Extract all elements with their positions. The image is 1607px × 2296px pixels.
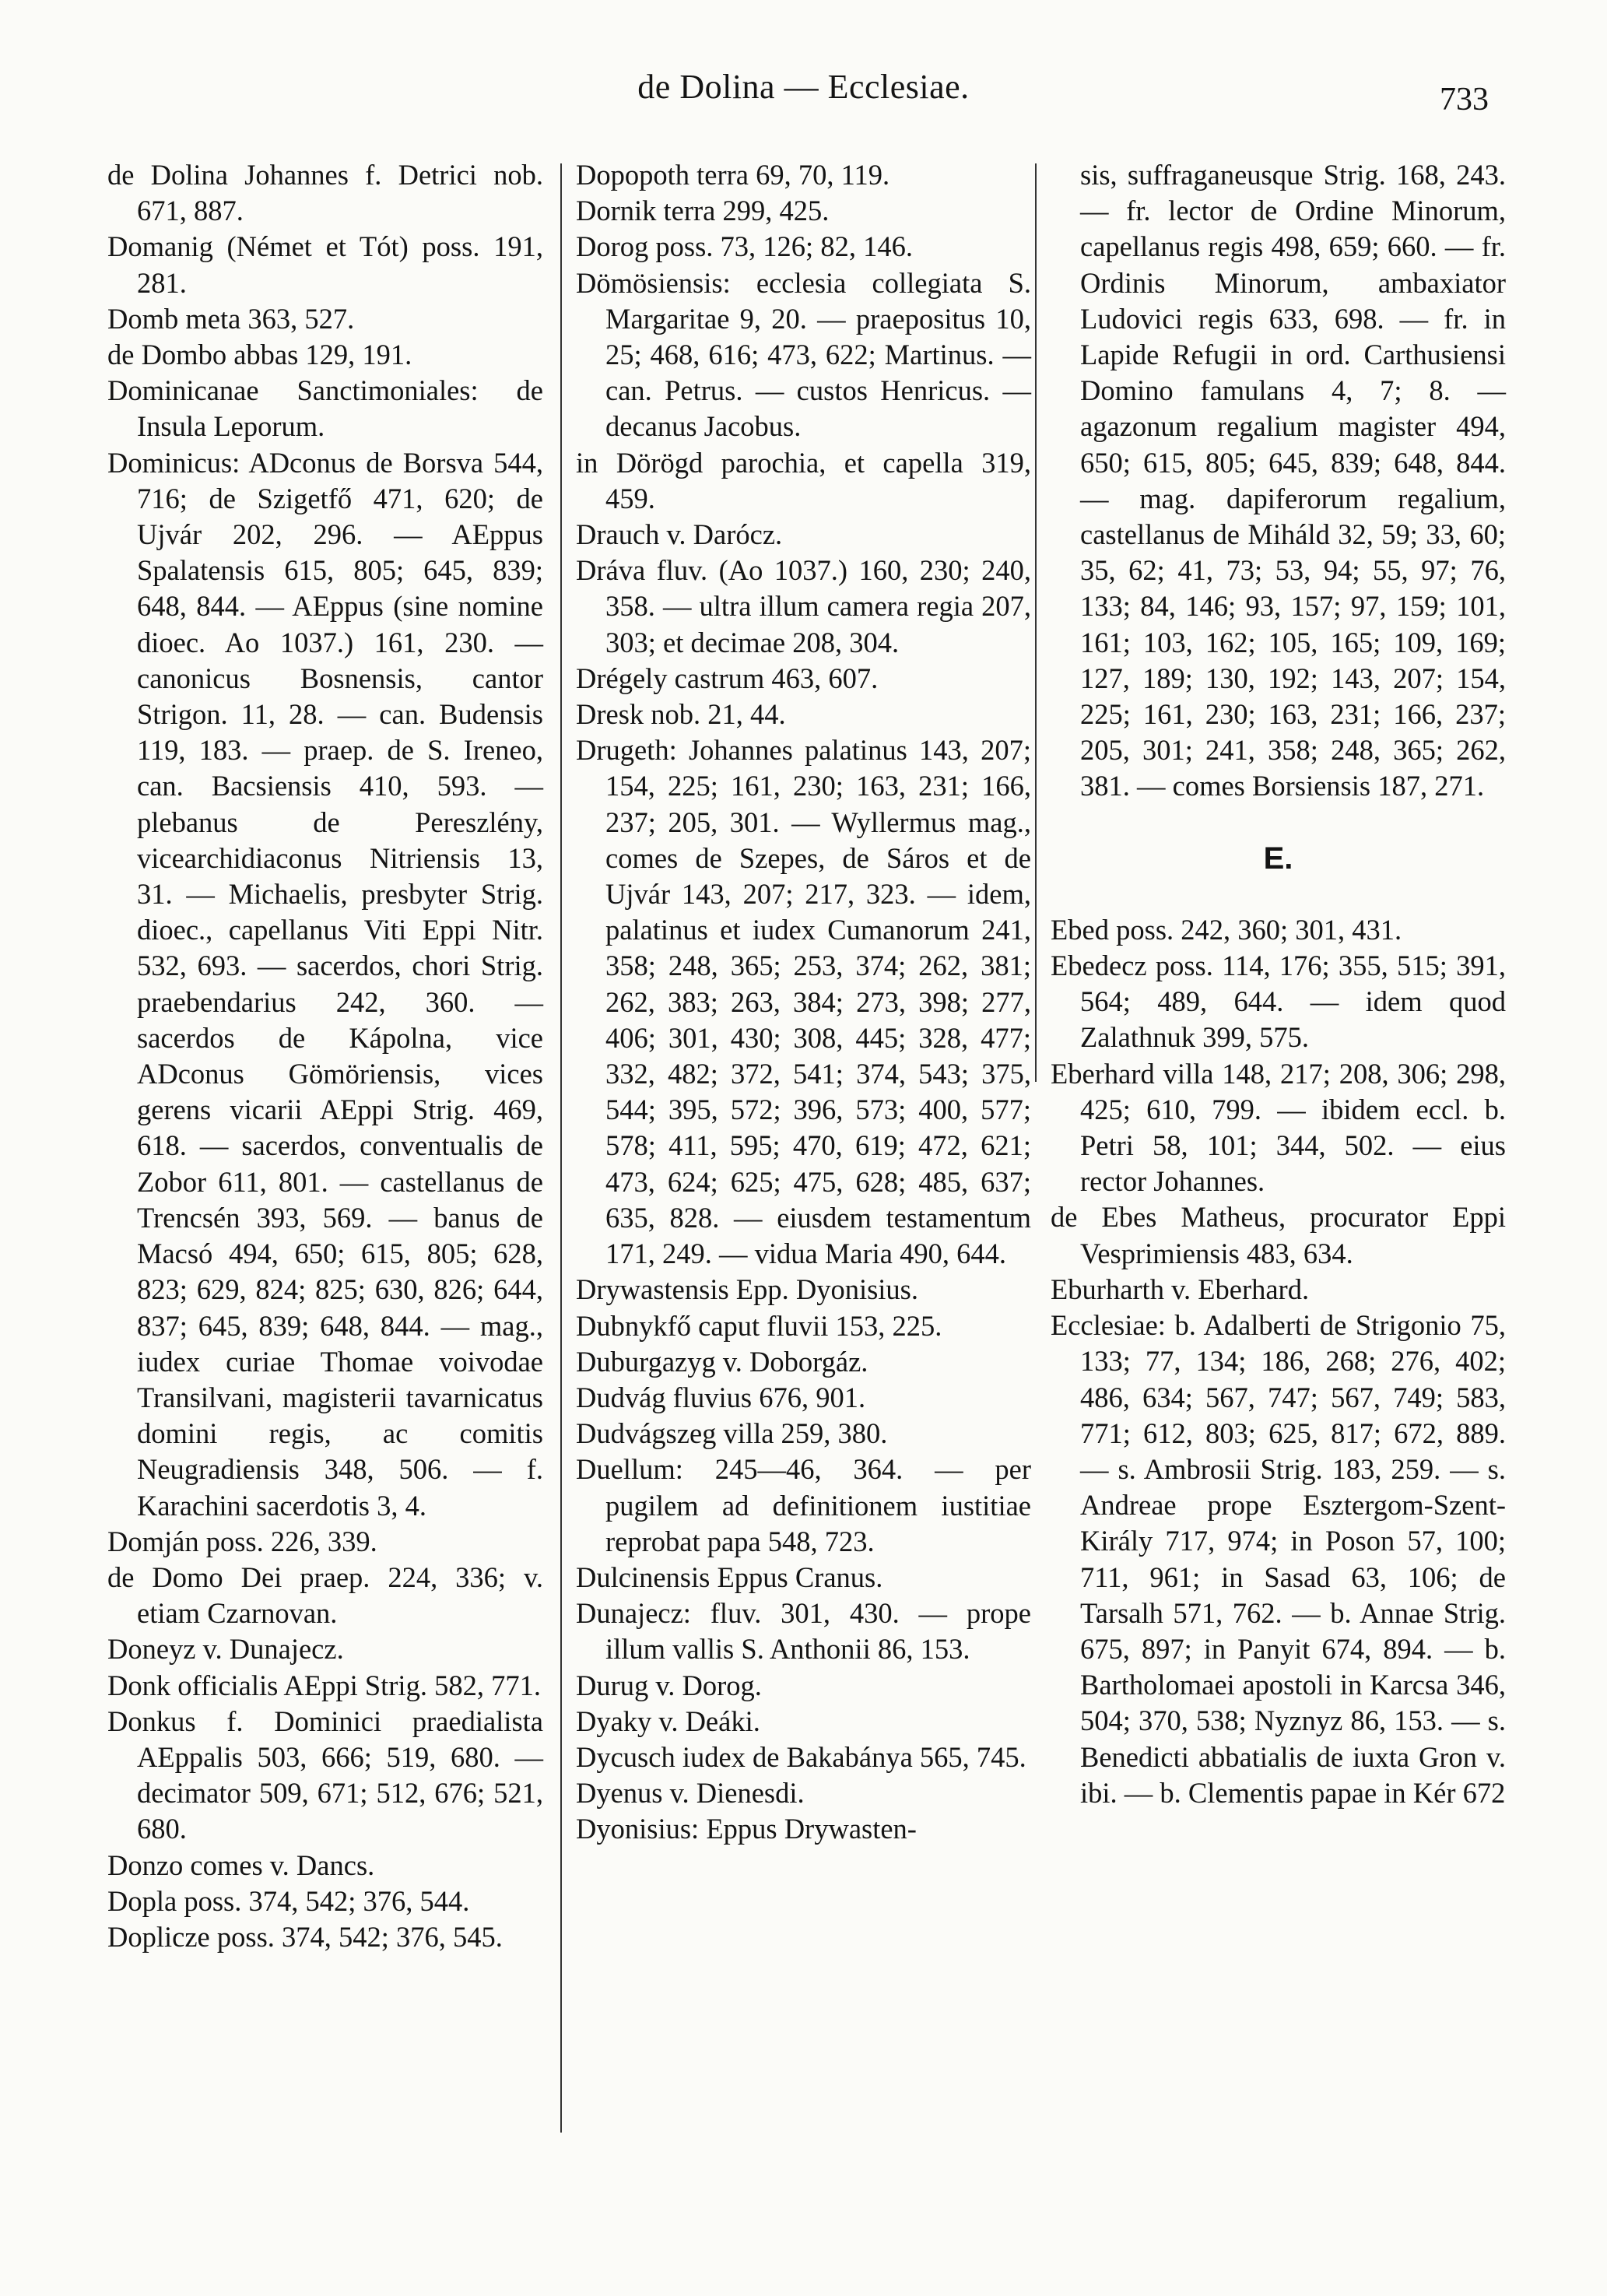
index-entry: Dresk nob. 21, 44. xyxy=(576,698,786,731)
index-entry: Durug v. Dorog. xyxy=(576,1669,762,1701)
index-entry: Donzo comes v. Dancs. xyxy=(107,1848,375,1881)
index-entry: Dömösiensis: ecclesia collegiata S. Margaritae 9, 20. — praepositus 10, 25; 468, 616; 473, 622; Martinus. — can. Petrus. — custos Henricus. — decanus Jacobus. xyxy=(576,266,1031,443)
index-entry: Donk officialis AEppi Strig. 582, 771. xyxy=(107,1669,541,1701)
index-entry: Drywastensis Epp. Dyonisius. xyxy=(576,1273,919,1306)
index-entry: Drégely castrum 463, 607. xyxy=(576,662,879,694)
running-head: de Dolina — Ecclesiae. xyxy=(637,68,970,106)
column-divider-left xyxy=(560,163,562,2133)
index-entry: Dornik terra 299, 425. xyxy=(576,195,830,227)
index-entry: in Dörögd parochia, et capella 319, 459. xyxy=(576,446,1031,514)
index-entry: Ebedecz poss. 114, 176; 355, 515; 391, 564; 489, 644. — idem quod Zalathnuk 399, 575. xyxy=(1051,950,1506,1054)
index-entry: Dulcinensis Eppus Cranus. xyxy=(576,1561,883,1593)
index-entry: Donkus f. Dominici praedialista AEppalis 503, 666; 519, 680. — decimator 509, 671; 512, 676; 521, 680. xyxy=(107,1704,543,1845)
index-column-1 xyxy=(107,157,543,1955)
index-entry: Dominicanae Sanctimoniales: de Insula Leporum. xyxy=(107,374,543,443)
section-letter-heading: E. xyxy=(1263,841,1293,876)
index-entry: de Dolina Johannes f. Detrici nob. 671, 887. xyxy=(107,159,543,227)
index-entry: Dycusch iudex de Bakabánya 565, 745. xyxy=(576,1740,1026,1773)
index-entry: Doplicze poss. 374, 542; 376, 545. xyxy=(107,1920,503,1953)
index-entry: Drauch v. Darócz. xyxy=(576,518,783,551)
index-entry: Dunajecz: fluv. 301, 430. — prope illum vallis S. Anthonii 86, 153. xyxy=(576,1597,1031,1666)
index-entry: Eberhard villa 148, 217; 208, 306; 298, 425; 610, 799. — ibidem eccl. b. Petri 58, 101; 344, 502. — eius rector Johannes. xyxy=(1051,1057,1506,1198)
page-number: 733 xyxy=(1440,82,1489,118)
index-entry: de Dombo abbas 129, 191. xyxy=(107,339,412,371)
index-entry: Ecclesiae: b. Adalberti de Strigonio 75, 133; 77, 134; 186, 268; 276, 402; 486, 634; 567, 747; 567, 749; 583, 771; 612, 803; 625, 817; 672, 889. — s. Ambrosii Strig. 183, 259. — s. Andreae prope Esztergom-Szent-Király 717, 974; in Poson 57, 100; 711, 961; in Sasad 63, 106; de Tarsalh 571, 762. — b. Annae Strig. 675, 897; in Panyit 674, 894. — b. Bartholomaei apostoli in Karcsa 346, 504; 370, 538; Nyznyz 86, 153. — s. Benedicti abbatialis de iuxta Gron v. ibi. — b. Clementis papae in Kér 672 xyxy=(1051,1309,1506,1809)
index-entry: Duburgazyg v. Doborgáz. xyxy=(576,1345,868,1378)
index-entry: de Domo Dei praep. 224, 336; v. etiam Czarnovan. xyxy=(107,1561,543,1630)
index-entry: Dubnykfő caput fluvii 153, 225. xyxy=(576,1309,942,1342)
index-entry: Dopla poss. 374, 542; 376, 544. xyxy=(107,1884,470,1917)
index-entry: Drugeth: Johannes palatinus 143, 207; 154, 225; 161, 230; 163, 231; 166, 237; 205, 301. — Wyllermus mag., comes de Szepes, de Sáros et de Ujvár 143, 207; 217, 323. — idem, palatinus et iudex Cumanorum 241, 358; 248, 365; 253, 374; 262, 381; 262, 383; 263, 384; 273, 398; 277, 406; 301, 430; 308, 445; 328, 477; 332, 482; 372, 541; 374, 543; 375, 544; 395, 572; 396, 573; 400, 577; 578; 411, 595; 470, 619; 472, 621; 473, 624; 625; 475, 628; 485, 637; 635, 828. — eiusdem testamentum 171, 249. — vidua Maria 490, 644. xyxy=(576,734,1031,1270)
index-entry: Dorog poss. 73, 126; 82, 146. xyxy=(576,230,913,263)
index-entry: Domján poss. 226, 339. xyxy=(107,1525,377,1557)
column-divider-right xyxy=(1035,163,1037,1082)
index-entry: Domb meta 363, 527. xyxy=(107,302,355,335)
index-entry: de Ebes Matheus, procurator Eppi Vesprimiensis 483, 634. xyxy=(1051,1201,1506,1269)
index-column-3 xyxy=(1051,157,1506,1811)
index-entry: Doneyz v. Dunajecz. xyxy=(107,1633,344,1666)
index-entry: Dopopoth terra 69, 70, 119. xyxy=(576,159,890,191)
index-entry: Dyaky v. Deáki. xyxy=(576,1704,760,1737)
index-entry: Dyonisius: Eppus Drywasten- xyxy=(576,1813,917,1845)
index-entry: Dudvágszeg villa 259, 380. xyxy=(576,1417,888,1450)
index-entry: Domanig (Német et Tót) poss. 191, 281. xyxy=(107,230,543,299)
index-entry: Dominicus: ADconus de Borsva 544, 716; de Szigetfő 471, 620; de Ujvár 202, 296. — AEppus Spalatensis 615, 805; 645, 839; 648, 844. — AEppus (sine nomine dioec. Ao 1037.) 161, 230. — canonicus Bosnensis, cantor Strigon. 11, 28. — can. Budensis 119, 183. — praep. de S. Ireneo, can. Bacsiensis 410, 593. — plebanus de Pereszlény, vicearchidiaconus Nitriensis 13, 31. — Michaelis, presbyter Strig. dioec., capellanus Viti Eppi Nitr. 532, 693. — sacerdos, chori Strig. praebendarius 242, 360. — sacerdos de Kápolna, vice ADconus Gömöriensis, vices gerens vicarii AEppi Strig. 469, 618. — sacerdos, conventualis de Zobor 611, 801. — castellanus de Trencsén 393, 569. — banus de Macsó 494, 650; 615, 805; 628, 823; 629, 824; 825; 630, 826; 644, 837; 645, 839; 648, 844. — mag., iudex curiae Thomae voivodae Transilvani, magisterii tavarnicatus domini regis, ac comitis Neugradiensis 348, 506. — f. Karachini sacerdotis 3, 4. xyxy=(107,446,543,1522)
index-column-2 xyxy=(576,157,1031,1848)
index-entry: Dyenus v. Dienesdi. xyxy=(576,1777,805,1810)
index-entry: Eburharth v. Eberhard. xyxy=(1051,1273,1310,1305)
continued-entry: sis, suffraganeusque Strig. 168, 243. — fr. lector de Ordine Minorum, capellanus regis 498, 659; 660. — fr. Ordinis Minorum, ambaxiator Ludovici regis 633, 698. — fr. in Lapide Refugii in ord. Carthusiensi Domino famulans 4, 7; 8. — agazonum regalium magister 494, 650; 615, 805; 645, 839; 648, 844. — mag. dapiferorum regalium, castellanus de Miháld 32, 59; 33, 60; 35, 62; 41, 73; 53, 94; 55, 97; 76, 133; 84, 146; 93, 157; 97, 159; 101, 161; 103, 162; 105, 165; 109, 169; 127, 189; 130, 192; 143, 207; 154, 225; 161, 230; 163, 231; 166, 237; 205, 301; 241, 358; 248, 365; 262, 381. — comes Borsiensis 187, 271. xyxy=(1080,159,1506,802)
index-entry: Ebed poss. 242, 360; 301, 431. xyxy=(1051,913,1402,946)
index-entry: Dráva fluv. (Ao 1037.) 160, 230; 240, 358. — ultra illum camera regia 207, 303; et decimae 208, 304. xyxy=(576,554,1031,658)
index-entry: Dudvág fluvius 676, 901. xyxy=(576,1381,866,1413)
index-entry: Duellum: 245—46, 364. — per pugilem ad definitionem iustitiae reprobat papa 548, 723. xyxy=(576,1453,1031,1557)
